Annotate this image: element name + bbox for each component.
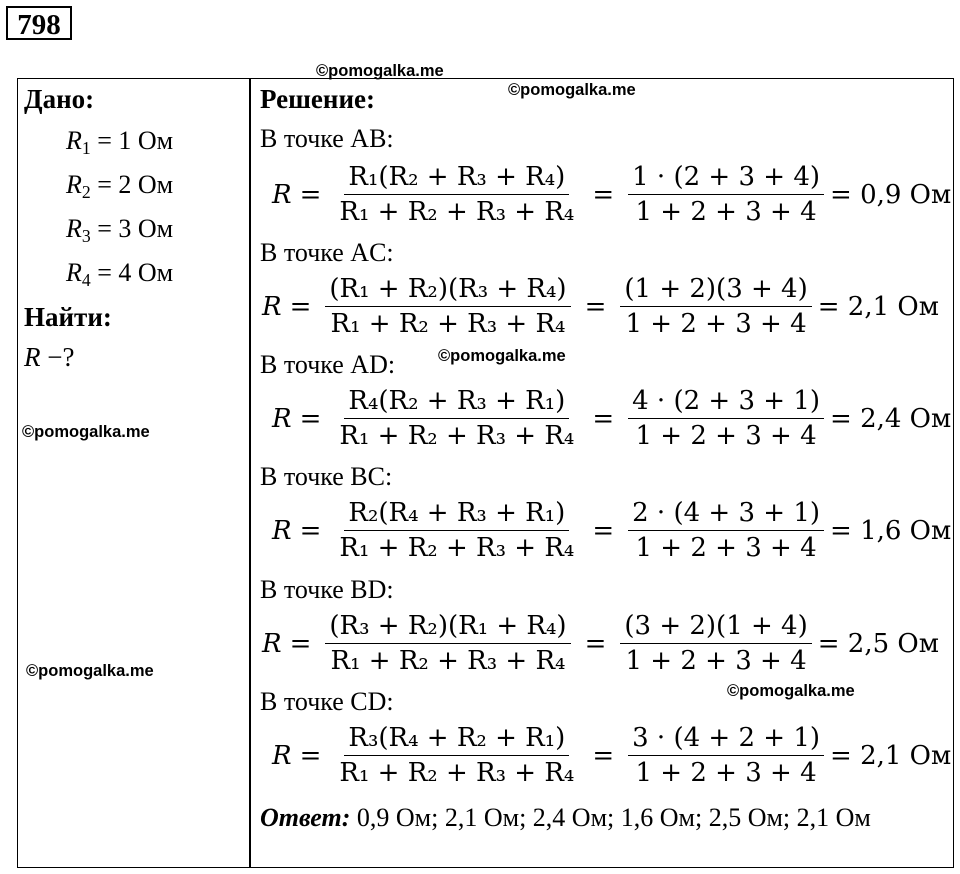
given-item: $R_2 = 2$ Ом	[66, 170, 174, 202]
formula: R = $\frac{\text{R₃(R₄ + R₂ + R₁)}}{\text{R₁ + R₂ + R₃ + R₄}}$ = $\frac{3 \cdot (4 + 2 + 1)}{1 + 2 + 3 + 4}$ = 2,1 Ом	[272, 723, 952, 788]
point-label: В точке AC:	[260, 238, 394, 267]
watermark: ©pomogalka.me	[22, 423, 150, 441]
problem-number: 798	[6, 6, 72, 40]
watermark: ©pomogalka.me	[438, 347, 566, 365]
point-label: В точке CD:	[260, 687, 394, 716]
point-label: В точке BD:	[260, 575, 394, 604]
formula: R = $\frac{\text{R₄(R₂ + R₃ + R₁)}}{\text{R₁ + R₂ + R₃ + R₄}}$ = $\frac{4 \cdot (2 + 3 + 1)}{1 + 2 + 3 + 4}$ = 2,4 Ом	[272, 386, 952, 451]
column-divider	[249, 78, 251, 868]
formula: R = $\frac{\text{(R₁ + R₂)(R₃ + R₄)}}{\text{R₁ + R₂ + R₃ + R₄}}$ = $\frac{(1 + 2)(3 + 4)}{1 + 2 + 3 + 4}$ = 2,1 Ом	[262, 274, 939, 339]
watermark: ©pomogalka.me	[727, 682, 855, 700]
point-label: В точке AD:	[260, 350, 396, 379]
answer	[260, 800, 944, 836]
point-label: В точке BC:	[260, 462, 393, 491]
given-item: $R_3 = 3$ Ом	[66, 214, 174, 246]
watermark: ©pomogalka.me	[316, 62, 444, 80]
point-label: В точке AB:	[260, 124, 394, 153]
solution-heading: Решение:	[260, 84, 375, 114]
find-heading: Найти:	[24, 302, 112, 332]
answer-text: 0,9 Ом; 2,1 Ом; 2,4 Ом; 1,6 Ом; 2,5 Ом; 2,1 Ом	[350, 803, 871, 832]
answer-label: Ответ:	[260, 803, 351, 832]
given-heading: Дано:	[24, 84, 95, 114]
watermark: ©pomogalka.me	[26, 662, 154, 680]
formula: R = $\frac{\text{R₁(R₂ + R₃ + R₄)}}{\text{R₁ + R₂ + R₃ + R₄}}$ = $\frac{1 \cdot (2 + 3 + 4)}{1 + 2 + 3 + 4}$ = 0,9 Ом	[272, 162, 952, 227]
formula: R = $\frac{\text{R₂(R₄ + R₃ + R₁)}}{\text{R₁ + R₂ + R₃ + R₄}}$ = $\frac{2 \cdot (4 + 3 + 1)}{1 + 2 + 3 + 4}$ = 1,6 Ом	[272, 498, 952, 563]
given-item: $R_1 = 1$ Ом	[66, 126, 174, 158]
watermark: ©pomogalka.me	[508, 81, 636, 99]
formula: R = $\frac{\text{(R₃ + R₂)(R₁ + R₄)}}{\text{R₁ + R₂ + R₃ + R₄}}$ = $\frac{(3 + 2)(1 + 4)}{1 + 2 + 3 + 4}$ = 2,5 Ом	[262, 611, 939, 676]
given-item: $R_4 = 4$ Ом	[66, 258, 174, 290]
find-value: R −?	[24, 342, 75, 372]
